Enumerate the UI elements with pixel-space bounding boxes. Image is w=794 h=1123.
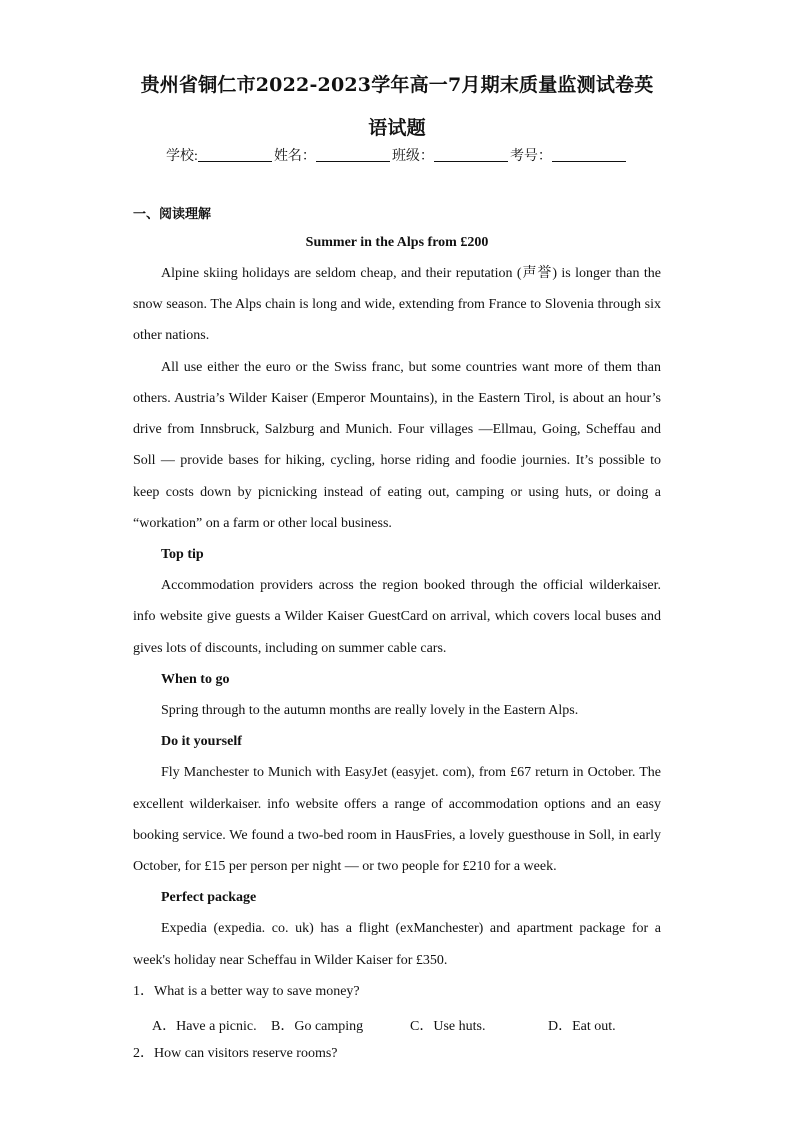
- school-blank[interactable]: [198, 147, 272, 162]
- question-1-option-c[interactable]: C．Use huts.: [410, 1019, 486, 1034]
- question-1-option-d[interactable]: D．Eat out.: [548, 1019, 616, 1034]
- paragraph-line: Soll — provide bases for hiking, cycling, horse riding and foodie journies. It’s possible to: [133, 453, 661, 468]
- paragraph-line: Alpine skiing holidays are seldom cheap, and their reputation (声誉) is longer than the: [161, 266, 661, 281]
- paragraph-line: week's holiday near Scheffau in Wilder Kaiser for £350.: [133, 953, 448, 968]
- subheading-top-tip: Top tip: [161, 547, 204, 562]
- question-1-option-b[interactable]: B．Go camping: [271, 1019, 364, 1034]
- exam-no-blank[interactable]: [552, 147, 626, 162]
- paragraph-line: Spring through to the autumn months are really lovely in the Eastern Alps.: [161, 703, 579, 718]
- class-label: 班级：: [391, 149, 434, 164]
- paragraph-line: Accommodation providers across the region booked through the official wilderkaiser.: [161, 578, 661, 593]
- class-blank[interactable]: [434, 147, 508, 162]
- school-label: 学校:: [166, 149, 198, 164]
- section-heading: 一、阅读理解: [133, 207, 212, 222]
- question-1-option-a[interactable]: A．Have a picnic.: [152, 1019, 257, 1034]
- paragraph-line: All use either the euro or the Swiss franc, but some countries want more of them than: [161, 360, 661, 375]
- paragraph-line: excellent wilderkaiser. info website offers a range of accommodation options and an easy: [133, 797, 661, 812]
- paragraph-line: snow season. The Alps chain is long and wide, extending from France to Slovenia through six: [133, 297, 661, 312]
- paragraph-line: info website give guests a Wilder Kaiser GuestCard on arrival, which covers local buses and: [133, 609, 661, 624]
- paragraph-line: keep costs down by picnicking instead of eating out, camping or using huts, or doing a: [133, 485, 661, 500]
- paragraph-line: others. Austria’s Wilder Kaiser (Emperor Mountains), in the Eastern Tirol, is about an hour’s: [133, 391, 661, 406]
- paragraph-line: “workation” on a farm or other local business.: [133, 516, 392, 531]
- paragraph-line: gives lots of discounts, including on summer cable cars.: [133, 641, 447, 656]
- paragraph-line: Fly Manchester to Munich with EasyJet (easyjet. com), from £67 return in October. The: [161, 765, 661, 780]
- subheading-perfect-package: Perfect package: [161, 890, 257, 905]
- passage-title: Summer in the Alps from £200: [305, 235, 489, 250]
- subheading-when-to-go: When to go: [161, 672, 230, 687]
- name-blank[interactable]: [316, 147, 390, 162]
- paragraph-line: drive from Innsbruck, Salzburg and Munich. Four villages —Ellmau, Going, Scheffau and: [133, 422, 661, 437]
- name-label: 姓名：: [273, 149, 316, 164]
- paragraph-line: booking service. We found a two-bed room in HausFries, a lovely guesthouse in Soll, in early: [133, 828, 661, 843]
- paragraph-line: Expedia (expedia. co. uk) has a flight (exManchester) and apartment package for a: [161, 921, 661, 936]
- question-1-stem: 1．What is a better way to save money?: [133, 984, 360, 999]
- subheading-do-it-yourself: Do it yourself: [161, 734, 242, 749]
- paragraph-line: October, for £15 per person per night — or two people for £210 for a week.: [133, 859, 557, 874]
- exam-title-line-1: 贵州省铜仁市2022-2023学年高一7月期末质量监测试卷英: [140, 74, 654, 96]
- exam-title-line-2: 语试题: [368, 117, 426, 139]
- paragraph-line: other nations.: [133, 328, 210, 343]
- question-2-stem: 2．How can visitors reserve rooms?: [133, 1046, 338, 1061]
- student-info-row: [0, 145, 794, 165]
- exam-no-label: 考号：: [509, 149, 552, 164]
